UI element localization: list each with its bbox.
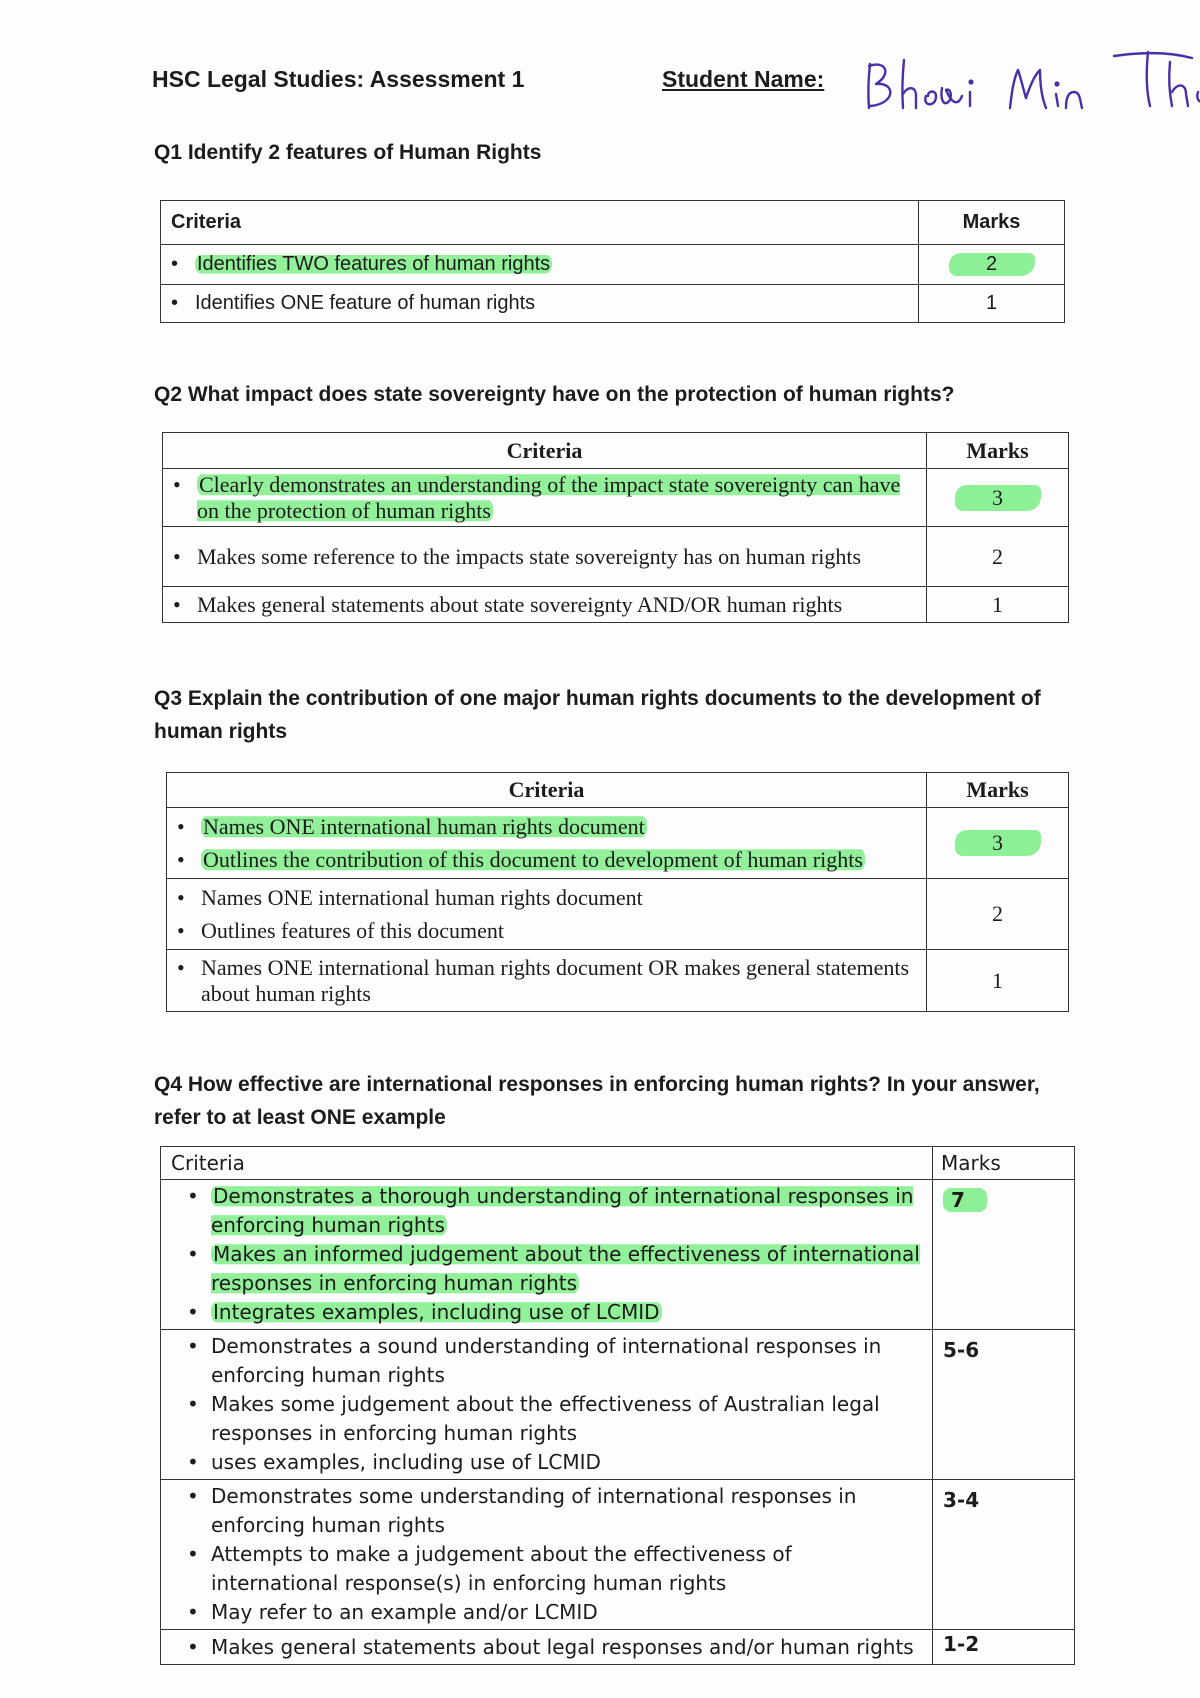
table-row (161, 1180, 1075, 1330)
marks-cell (927, 808, 1069, 879)
marks-cell (927, 469, 1069, 527)
criteria-item: Outlines features of this document (201, 918, 505, 943)
q3-rubric-table (166, 772, 1069, 1012)
criteria-item: Identifies TWO features of human rights (197, 253, 551, 275)
criteria-cell (161, 245, 919, 285)
criteria-item: Names ONE international human rights document (201, 885, 643, 910)
criteria-cell (167, 950, 927, 1012)
criteria-cell (161, 285, 919, 323)
criteria-cell (163, 469, 927, 527)
criteria-item: Makes general statements about legal responses and/or human rights (211, 1634, 914, 1659)
table-row (163, 469, 1069, 527)
q1-criteria-header: Criteria (161, 201, 919, 245)
criteria-item: uses examples, including use of LCMID (211, 1450, 601, 1474)
marks-value: 3-4 (933, 1480, 1075, 1630)
q1-header-row (161, 201, 1065, 245)
q1-marks-header: Marks (919, 201, 1065, 245)
marks-value: 5-6 (933, 1330, 1075, 1480)
criteria-item: Demonstrates some understanding of international responses in enforcing human rights (211, 1484, 857, 1537)
table-row (167, 879, 1069, 950)
q4-criteria-header: Criteria (161, 1147, 933, 1180)
q2-marks-header: Marks (927, 433, 1069, 469)
document-title: HSC Legal Studies: Assessment 1 (152, 66, 525, 92)
q4-rubric-table (160, 1146, 1075, 1665)
criteria-item: Attempts to make a judgement about the effectiveness of international response(s) in enforcing human rights (211, 1542, 792, 1595)
marks-value: 3 (955, 485, 1041, 511)
criteria-cell (167, 808, 927, 879)
criteria-item: Makes some judgement about the effectiveness of Australian legal responses in enforcing human rights (211, 1392, 880, 1445)
marks-value: 1 (927, 950, 1069, 1012)
criteria-item: Clearly demonstrates an understanding of the impact state sovereignty can have on the protection of human rights (197, 471, 901, 523)
question-4: Q4 How effective are international responses in enforcing human rights? In your answer, refer to at least ONE example (154, 1073, 1040, 1129)
criteria-cell (161, 1630, 933, 1665)
criteria-item: Makes an informed judgement about the effectiveness of international responses in enforcing human rights (211, 1242, 920, 1295)
marks-cell (933, 1180, 1075, 1330)
criteria-cell (161, 1480, 933, 1630)
marks-value: 2 (927, 527, 1069, 587)
criteria-cell (167, 879, 927, 950)
criteria-item: Outlines the contribution of this document to development of human rights (203, 847, 863, 872)
table-row (161, 245, 1065, 285)
question-2: Q2 What impact does state sovereignty have on the protection of human rights? (154, 383, 955, 406)
criteria-item: Demonstrates a thorough understanding of international responses in enforcing human rights (211, 1184, 914, 1237)
table-row (161, 285, 1065, 323)
marks-value: 2 (949, 253, 1035, 276)
q3-header-row (167, 773, 1069, 808)
header (152, 62, 1132, 122)
question-3: Q3 Explain the contribution of one major human rights documents to the development of human rights (154, 687, 1041, 743)
q3-criteria-header: Criteria (167, 773, 927, 808)
marks-value: 1 (919, 285, 1065, 323)
criteria-cell (161, 1330, 933, 1480)
q2-header-row (163, 433, 1069, 469)
q4-header-row (161, 1147, 1075, 1180)
criteria-cell (163, 527, 927, 587)
criteria-item: May refer to an example and/or LCMID (211, 1600, 598, 1624)
criteria-item: Identifies ONE feature of human rights (195, 292, 536, 314)
criteria-item: Makes general statements about state sovereignty AND/OR human rights (197, 591, 843, 617)
table-row (167, 808, 1069, 879)
table-row (163, 527, 1069, 587)
q1-rubric-table (160, 200, 1065, 323)
criteria-item: Demonstrates a sound understanding of international responses in enforcing human rights (211, 1334, 882, 1387)
criteria-item: Names ONE international human rights document OR makes general statements about human rights (201, 954, 910, 1006)
marks-value: 1-2 (933, 1630, 1075, 1665)
criteria-item: Integrates examples, including use of LCMID (213, 1300, 660, 1324)
marks-value: 3 (955, 830, 1041, 856)
marks-value: 2 (927, 879, 1069, 950)
criteria-cell (161, 1180, 933, 1330)
q2-rubric-table (162, 432, 1069, 623)
criteria-cell (163, 587, 927, 623)
marks-cell (919, 245, 1065, 285)
marks-value: 1 (927, 587, 1069, 623)
marks-value: 7 (943, 1188, 987, 1212)
q3-marks-header: Marks (927, 773, 1069, 808)
table-row (161, 1480, 1075, 1630)
table-row (167, 950, 1069, 1012)
q4-marks-header: Marks (933, 1147, 1075, 1180)
table-row (163, 587, 1069, 623)
criteria-item: Names ONE international human rights document (203, 814, 645, 839)
criteria-item: Makes some reference to the impacts state sovereignty has on human rights (197, 543, 862, 569)
student-name-signature (852, 34, 1200, 114)
student-name-label: Student Name: (662, 66, 825, 92)
q2-criteria-header: Criteria (163, 433, 927, 469)
table-row (161, 1330, 1075, 1480)
table-row (161, 1630, 1075, 1665)
question-1: Q1 Identify 2 features of Human Rights (154, 141, 542, 164)
